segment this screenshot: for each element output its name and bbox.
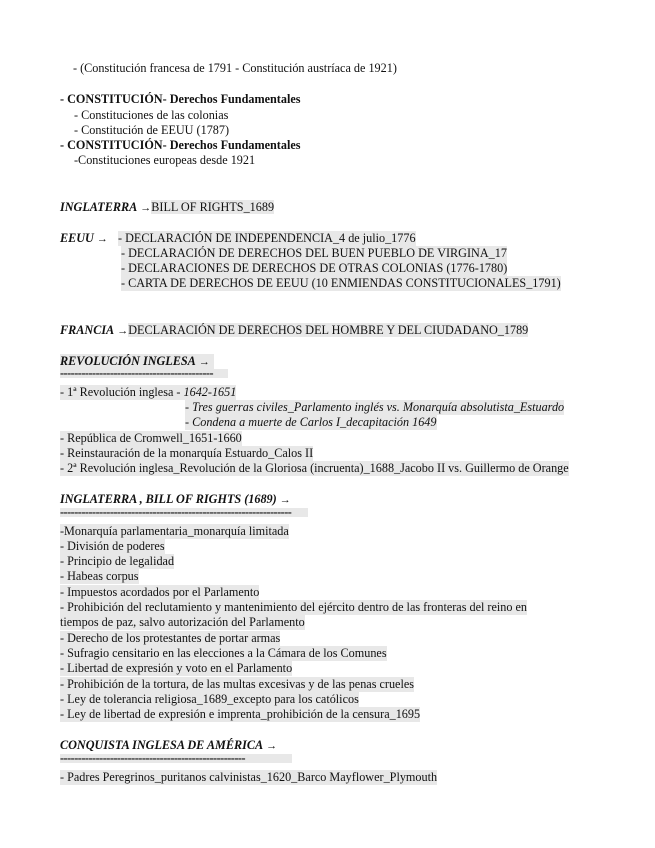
divider-rule: ------------------------------------------- (60, 369, 228, 378)
list-item: -Monarquía parlamentaria_monarquía limitada (60, 524, 289, 538)
list-item: - Condena a muerte de Carlos I_decapitación 1649 (185, 415, 437, 429)
text-line: - Constitución de EEUU (1787) (74, 123, 230, 137)
section-text: DECLARACIÓN DE DERECHOS DEL HOMBRE Y DEL CIUDADANO_1789 (128, 323, 529, 337)
list-item: - Derecho de los protestantes de portar armas (60, 631, 281, 645)
section-label: FRANCIA (60, 323, 115, 337)
arrow-icon: → (140, 202, 152, 214)
list-item: - 2ª Revolución inglesa_Revolución de la Gloriosa (incruenta)_1688_Jacobo II vs. Guillermo de Orange (60, 461, 569, 475)
list-item: - Tres guerras civiles_Parlamento inglés vs. Monarquía absolutista_Estuardo (185, 400, 565, 414)
divider-rule: ---------------------------------------------------- (60, 754, 292, 763)
section-francia (60, 323, 528, 339)
arrow-icon: → (266, 740, 278, 752)
section-label: CONQUISTA INGLESA DE AMÉRICA (60, 738, 264, 752)
list-item: - Libertad de expresión y voto en el Parlamento (60, 661, 293, 675)
arrow-icon: → (96, 233, 108, 245)
list-item: - DECLARACIÓN DE DERECHOS DEL BUEN PUEBLO DE VIRGINA_17 (121, 246, 507, 260)
list-item: - Prohibición del reclutamiento y mantenimiento del ejército dentro de las fronteras del reino en (60, 600, 528, 614)
section-bill-of-rights (60, 492, 291, 508)
section-revolucion (60, 354, 214, 370)
item-date: - 1642-1651 (176, 385, 237, 399)
list-item: - Habeas corpus (60, 569, 139, 583)
text-line: - (Constitución francesa de 1791 - Constitución austríaca de 1921) (73, 61, 397, 75)
list-item: - CARTA DE DERECHOS DE EEUU (10 ENMIENDAS CONSTITUCIONALES_1791) (121, 276, 561, 290)
heading-constitucion: - CONSTITUCIÓN- Derechos Fundamentales (60, 92, 301, 106)
list-item: - Ley de libertad de expresión e imprenta_prohibición de la censura_1695 (60, 707, 421, 721)
section-label: REVOLUCIÓN INGLESA (60, 354, 196, 368)
list-item: - Ley de tolerancia religiosa_1689_excepto para los católicos (60, 692, 359, 706)
text-line: -Constituciones europeas desde 1921 (74, 153, 256, 167)
arrow-icon: → (198, 356, 210, 368)
divider-rule: ----------------------------------------------------------------- (60, 508, 308, 517)
list-item: - Principio de legalidad (60, 554, 175, 568)
list-item: - Impuestos acordados por el Parlamento (60, 585, 260, 599)
arrow-icon: → (279, 494, 291, 506)
item-label: - 1ª Revolución inglesa (60, 385, 174, 399)
section-conquista (60, 738, 277, 754)
text-line: - Constituciones de las colonias (74, 108, 229, 122)
section-eeuu (60, 231, 108, 247)
list-item: - Sufragio censitario en las elecciones a la Cámara de los Comunes (60, 646, 387, 660)
arrow-icon: → (117, 325, 129, 337)
section-label: INGLATERRA (60, 200, 138, 214)
section-text: BILL OF RIGHTS_1689 (151, 200, 275, 214)
list-item: - División de poderes (60, 539, 165, 553)
heading-constitucion: - CONSTITUCIÓN- Derechos Fundamentales (60, 138, 301, 152)
section-inglaterra (60, 200, 274, 216)
list-item: - DECLARACIÓN DE INDEPENDENCIA_4 de julio_1776 (118, 231, 416, 245)
list-item: - DECLARACIONES DE DERECHOS DE OTRAS COLONIAS (1776-1780) (121, 261, 508, 275)
list-item: - Prohibición de la tortura, de las multas excesivas y de las penas crueles (60, 677, 415, 691)
section-label: INGLATERRA , BILL OF RIGHTS (1689) (60, 492, 277, 506)
list-item: - República de Cromwell_1651-1660 (60, 431, 242, 445)
list-item: - Reinstauración de la monarquía Estuardo_Calos II (60, 446, 314, 460)
list-item: tiempos de paz, salvo autorización del Parlamento (60, 615, 305, 629)
list-item: - Padres Peregrinos_puritanos calvinistas_1620_Barco Mayflower_Plymouth (60, 770, 438, 784)
section-label: EEUU (60, 231, 94, 245)
list-item (60, 385, 236, 400)
